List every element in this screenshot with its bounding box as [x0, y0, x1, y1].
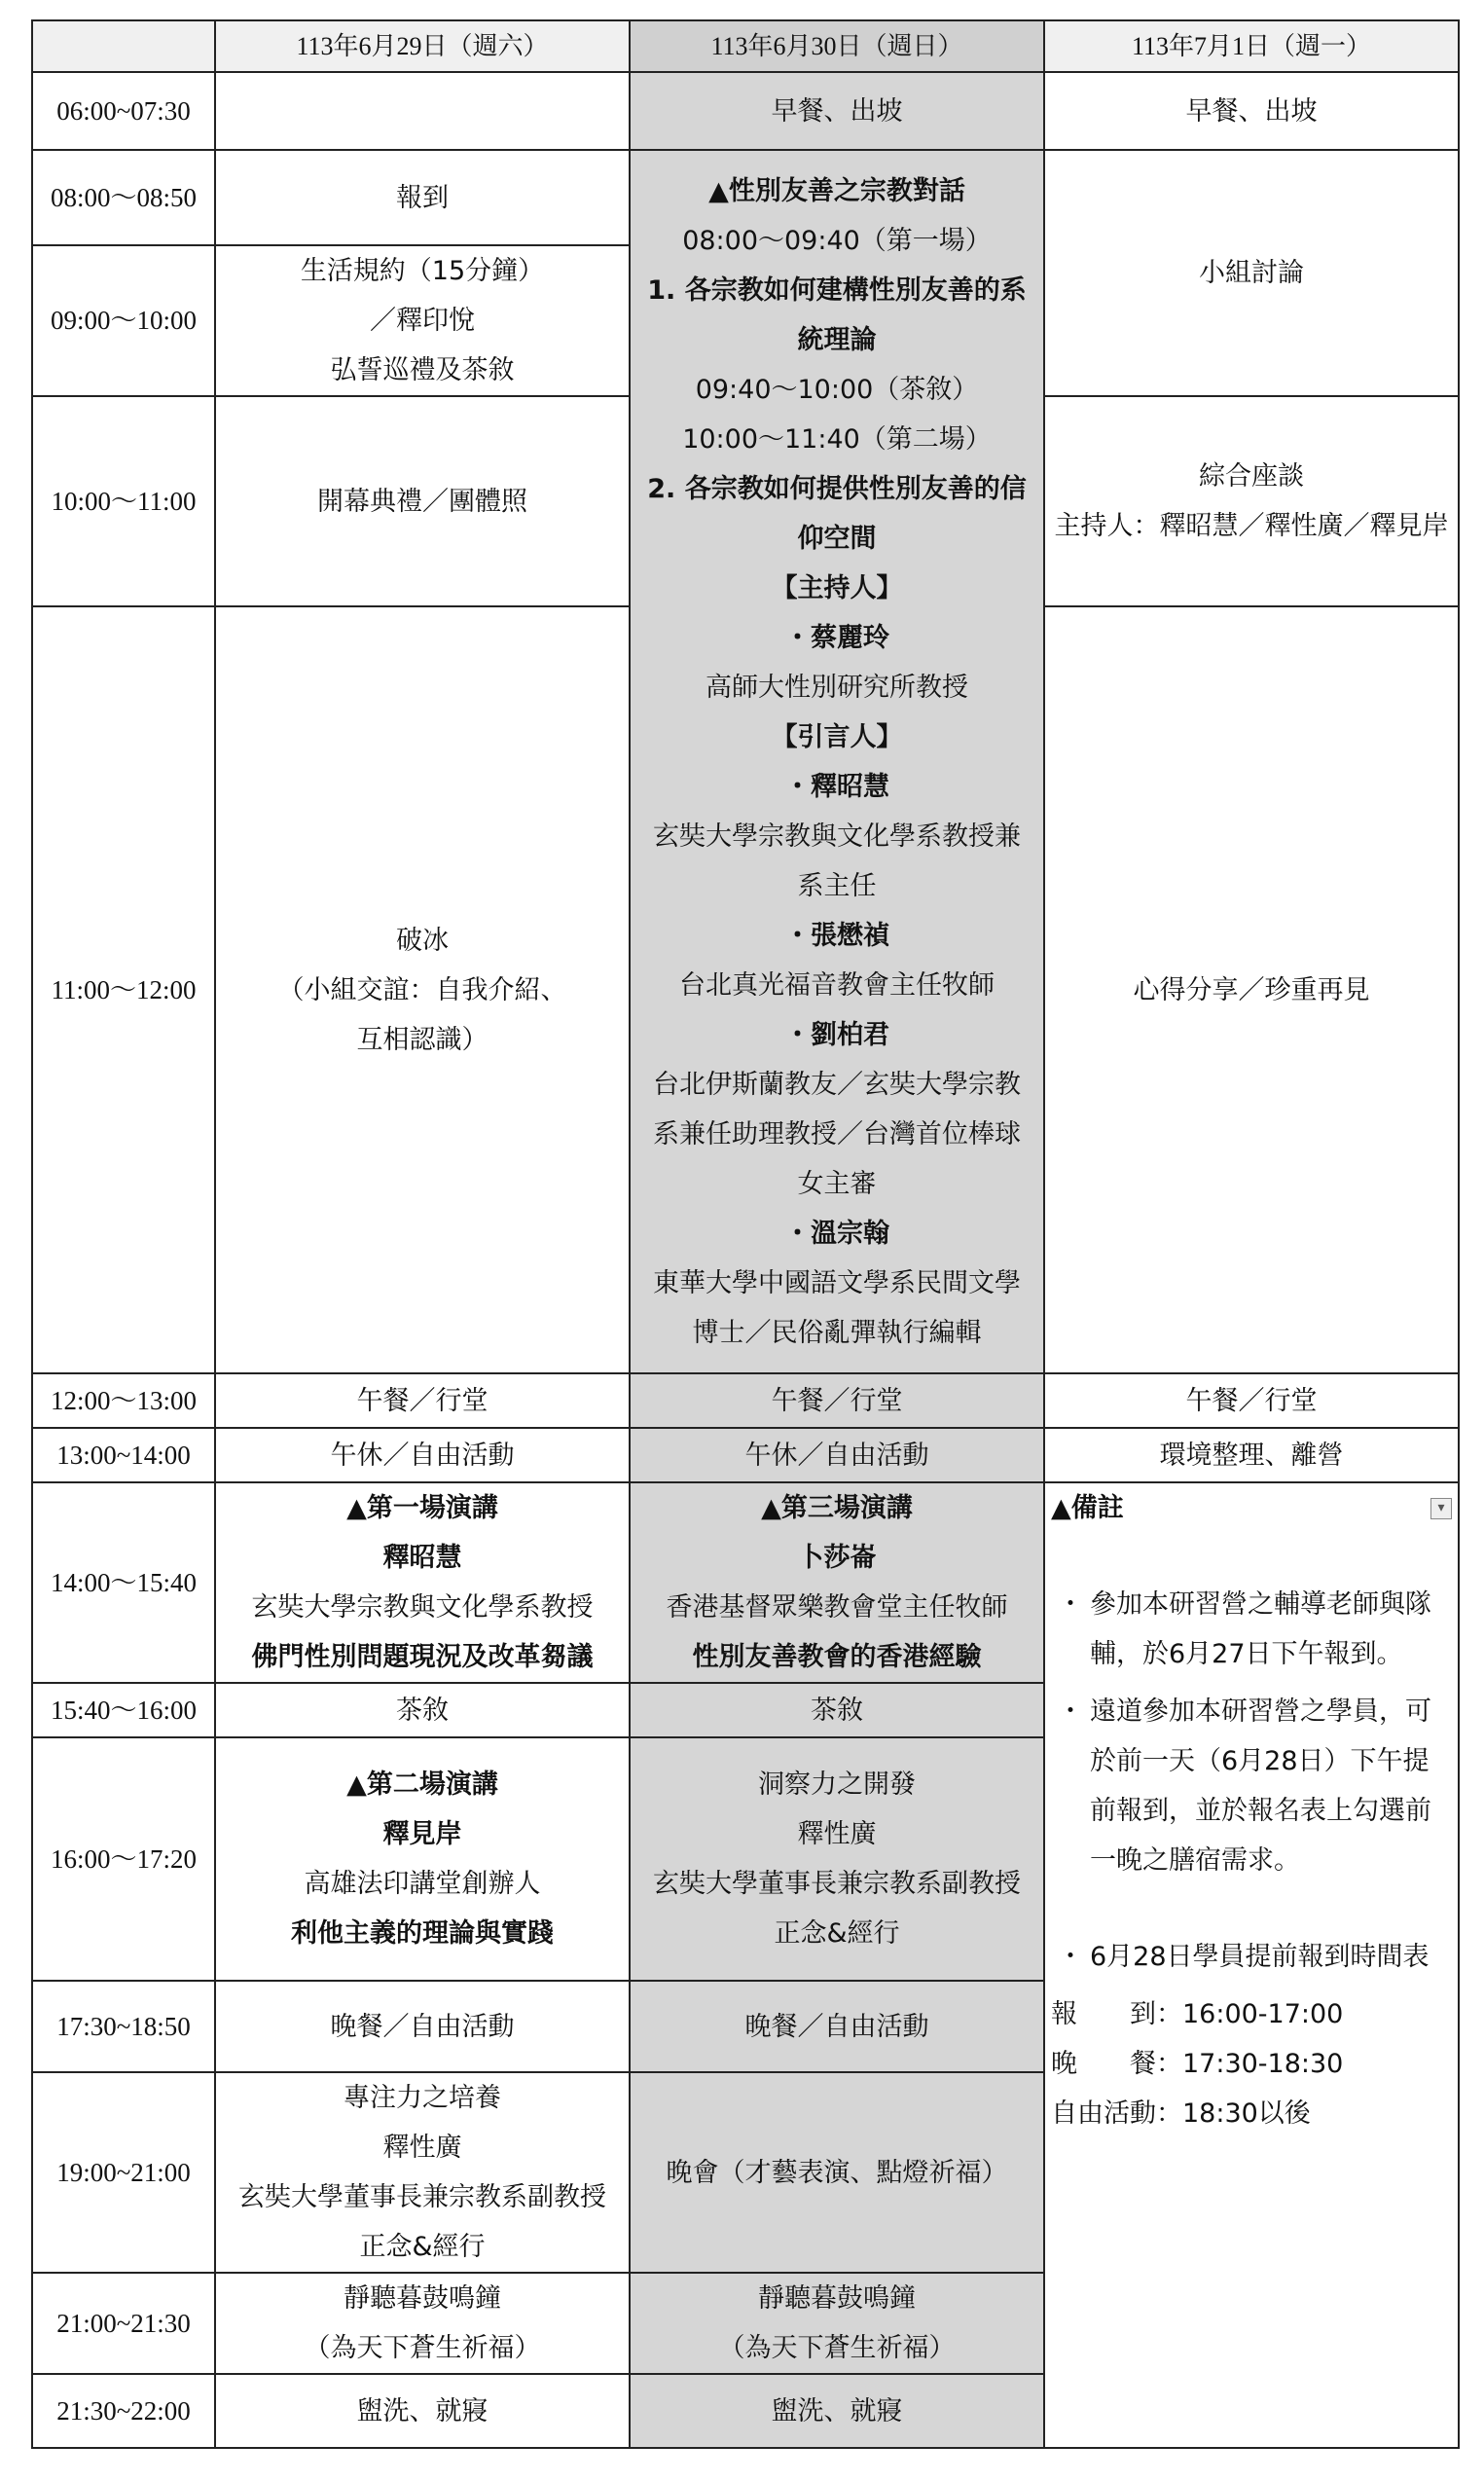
- header-row: [32, 20, 1459, 72]
- note-item-2-text: 遠道參加本研習營之學員，可於前一天（6月28日）下午提前報到，並於報名表上勾選前一晚之膳宿需求。: [1090, 1697, 1431, 1876]
- day1-1000: 開幕典禮／團體照: [215, 396, 630, 606]
- day1-1540: 茶敘: [215, 1683, 630, 1737]
- speaker3-name: ・劉柏君: [784, 1019, 889, 1050]
- day3-0800: 小組討論: [1044, 150, 1459, 396]
- bullet-dot: ・: [1057, 1942, 1084, 1972]
- lecture1-topic: 佛門性別問題現況及改革芻議: [251, 1642, 594, 1672]
- time-1730: 17:30~18:50: [32, 1981, 215, 2072]
- time-0600: 06:00~07:30: [32, 72, 215, 150]
- day3-1000-host: 主持人：釋昭慧／釋性廣／釋見岸: [1054, 511, 1449, 541]
- day1-1100: [215, 606, 630, 1373]
- day1-0900-line3: 弘誓巡禮及茶敘: [330, 355, 515, 385]
- note-item-3: [1051, 1932, 1452, 1982]
- day1-0800: 報到: [215, 150, 630, 245]
- schedule-table: [31, 19, 1460, 2449]
- early-checkin-schedule: [1051, 1989, 1452, 2138]
- day1-0900-line1: 生活規約（15分鐘）: [300, 256, 545, 286]
- day1-1900-line2: 釋性廣: [382, 2133, 462, 2163]
- schedule-table-wrapper: [31, 19, 1460, 2449]
- lecture1-heading: ▲第一場演講: [346, 1493, 498, 1523]
- speaker4-name: ・溫宗翰: [784, 1218, 889, 1249]
- bullet-dot: ・: [1057, 1589, 1084, 1620]
- speaker2-name: ・張懋禎: [784, 920, 889, 951]
- day3-0600: 早餐、出坡: [1044, 72, 1459, 150]
- speaker1-title-cont: 系主任: [797, 870, 877, 901]
- notes-header: [1051, 1483, 1452, 1533]
- header-corner: [32, 20, 215, 72]
- day1-1100-line2: （小組交誼：自我介紹、: [277, 974, 567, 1005]
- day2-1200: 午餐／行堂: [630, 1373, 1044, 1428]
- time-1000: 10:00～11:00: [32, 396, 215, 606]
- day1-2100-line1: 靜聽暮鼓鳴鐘: [344, 2283, 501, 2314]
- day2-2100-line2: （為天下蒼生祈福）: [718, 2333, 956, 2363]
- lecture1-speaker: 釋昭慧: [382, 1543, 462, 1573]
- dialogue-topic1-cont: 統理論: [797, 324, 877, 355]
- dialogue-topic2: 2. 各宗教如何提供性別友善的信: [647, 473, 1027, 504]
- dialogue-topic2-cont: 仰空間: [797, 523, 877, 554]
- lecture3-heading: ▲第三場演講: [761, 1493, 913, 1523]
- day1-1900-line1: 專注力之培養: [344, 2083, 501, 2113]
- day2-1400: [630, 1482, 1044, 1683]
- day1-2100: [215, 2273, 630, 2374]
- lecture2-heading: ▲第二場演講: [346, 1770, 498, 1800]
- speaker2-title: 台北真光福音教會主任牧師: [679, 969, 995, 1001]
- schedule-free: 自由活動：18:30以後: [1051, 2098, 1311, 2129]
- day2-2100-line1: 靜聽暮鼓鳴鐘: [758, 2283, 916, 2314]
- day1-1300: 午休／自由活動: [215, 1428, 630, 1482]
- day2-dialogue-cell: [630, 150, 1044, 1373]
- schedule-checkin: 報 到：16:00-17:00: [1051, 1999, 1344, 2029]
- dialogue-session2-time: 10:00～11:40（第二場）: [682, 423, 992, 455]
- dialogue-topic1: 1. 各宗教如何建構性別友善的系: [647, 274, 1027, 306]
- day2-1600-line4: 正念&經行: [774, 1918, 900, 1949]
- time-1400: 14:00～15:40: [32, 1482, 215, 1683]
- speaker3-title: 台北伊斯蘭教友／玄奘大學宗教: [653, 1069, 1021, 1100]
- bullet-dot: ・: [1057, 1697, 1084, 1727]
- lecture2-speaker: 釋見岸: [382, 1819, 462, 1849]
- lecture3-speaker: 卜莎崙: [797, 1543, 877, 1573]
- day2-1600-line1: 洞察力之開發: [758, 1770, 916, 1800]
- time-1100: 11:00～12:00: [32, 606, 215, 1373]
- time-0900: 09:00～10:00: [32, 245, 215, 396]
- day1-1400: [215, 1482, 630, 1683]
- day1-2130: 盥洗、就寢: [215, 2374, 630, 2448]
- lecture2-topic: 利他主義的理論與實踐: [291, 1918, 554, 1949]
- note-item-2: [1051, 1687, 1452, 1885]
- lecture2-title: 高雄法印講堂創辦人: [304, 1869, 541, 1899]
- day1-0900-line2: ／釋印悅: [370, 306, 475, 336]
- day1-0900: [215, 245, 630, 396]
- day1-1600: [215, 1737, 630, 1981]
- lecture3-title: 香港基督眾樂教會堂主任牧師: [666, 1592, 1008, 1623]
- day2-1600-line3: 玄奘大學董事長兼宗教系副教授: [653, 1869, 1021, 1899]
- day1-2100-line2: （為天下蒼生祈福）: [304, 2333, 541, 2363]
- time-1900: 19:00~21:00: [32, 2072, 215, 2273]
- notes-cell: [1044, 1482, 1459, 2448]
- moderator-title: 高師大性別研究所教授: [706, 672, 968, 703]
- day1-1900: [215, 2072, 630, 2273]
- time-2130: 21:30~22:00: [32, 2374, 215, 2448]
- day2-1730: 晚餐／自由活動: [630, 1981, 1044, 2072]
- day1-1100-line3: 互相認識）: [356, 1024, 489, 1055]
- speaker1-title: 玄奘大學宗教與文化學系教授兼: [653, 821, 1021, 852]
- dialogue-session1-time: 08:00～09:40（第一場）: [682, 225, 992, 256]
- speaker3-title-cont2: 女主審: [797, 1168, 877, 1199]
- dropdown-arrow-icon[interactable]: ▾: [1430, 1498, 1452, 1519]
- day1-1730: 晚餐／自由活動: [215, 1981, 630, 2072]
- day2-1900: 晚會（才藝表演、點燈祈福）: [630, 2072, 1044, 2273]
- row-0600: [32, 72, 1459, 150]
- day3-1000-title: 綜合座談: [1199, 461, 1304, 492]
- note-item-1: [1051, 1580, 1452, 1679]
- note-item-3-text: 6月28日學員提前報到時間表: [1090, 1942, 1430, 1972]
- note-item-1-text: 參加本研習營之輔導老師與隊輔，於6月27日下午報到。: [1090, 1589, 1431, 1669]
- schedule-dinner: 晚 餐：17:30-18:30: [1051, 2049, 1344, 2079]
- row-1400: [32, 1482, 1459, 1683]
- time-2100: 21:00~21:30: [32, 2273, 215, 2374]
- header-day1: 113年6月29日（週六）: [215, 20, 630, 72]
- day2-1300: 午休／自由活動: [630, 1428, 1044, 1482]
- day2-2130: 盥洗、就寢: [630, 2374, 1044, 2448]
- moderator-heading: 【主持人】: [771, 572, 903, 603]
- time-1300: 13:00~14:00: [32, 1428, 215, 1482]
- lecture3-topic: 性別友善教會的香港經驗: [692, 1642, 982, 1672]
- header-day2: 113年6月30日（週日）: [630, 20, 1044, 72]
- speaker4-title-cont: 博士／民俗亂彈執行編輯: [692, 1317, 982, 1348]
- row-1200: [32, 1373, 1459, 1428]
- day3-1100: 心得分享／珍重再見: [1044, 606, 1459, 1373]
- time-0800: 08:00～08:50: [32, 150, 215, 245]
- dialogue-title: ▲性別友善之宗教對話: [708, 175, 965, 206]
- speaker3-title-cont: 系兼任助理教授／台灣首位棒球: [653, 1118, 1021, 1149]
- lecture1-title: 玄奘大學宗教與文化學系教授: [251, 1592, 594, 1623]
- day2-0600: 早餐、出坡: [630, 72, 1044, 150]
- day1-1900-line3: 玄奘大學董事長兼宗教系副教授: [238, 2182, 606, 2212]
- day3-1200: 午餐／行堂: [1044, 1373, 1459, 1428]
- time-1600: 16:00～17:20: [32, 1737, 215, 1981]
- day1-0600: [215, 72, 630, 150]
- day3-1300: 環境整理、離營: [1044, 1428, 1459, 1482]
- day2-1600-line2: 釋性廣: [797, 1819, 877, 1849]
- day2-2100: [630, 2273, 1044, 2374]
- header-day3: 113年7月1日（週一）: [1044, 20, 1459, 72]
- notes-title: ▲備註: [1051, 1493, 1124, 1523]
- row-1300: [32, 1428, 1459, 1482]
- speaker1-name: ・釋昭慧: [784, 771, 889, 802]
- speakers-heading: 【引言人】: [771, 721, 903, 752]
- time-1200: 12:00～13:00: [32, 1373, 215, 1428]
- row-0800: [32, 150, 1459, 245]
- day3-1000: [1044, 396, 1459, 606]
- day1-1900-line4: 正念&經行: [359, 2232, 486, 2262]
- day1-1100-line1: 破冰: [396, 925, 449, 956]
- day1-1200: 午餐／行堂: [215, 1373, 630, 1428]
- dialogue-tea-time: 09:40～10:00（茶敘）: [695, 374, 979, 405]
- day2-1540: 茶敘: [630, 1683, 1044, 1737]
- moderator-name: ・蔡麗玲: [784, 622, 889, 653]
- day2-1600: [630, 1737, 1044, 1981]
- speaker4-title: 東華大學中國語文學系民間文學: [653, 1267, 1021, 1298]
- time-1540: 15:40～16:00: [32, 1683, 215, 1737]
